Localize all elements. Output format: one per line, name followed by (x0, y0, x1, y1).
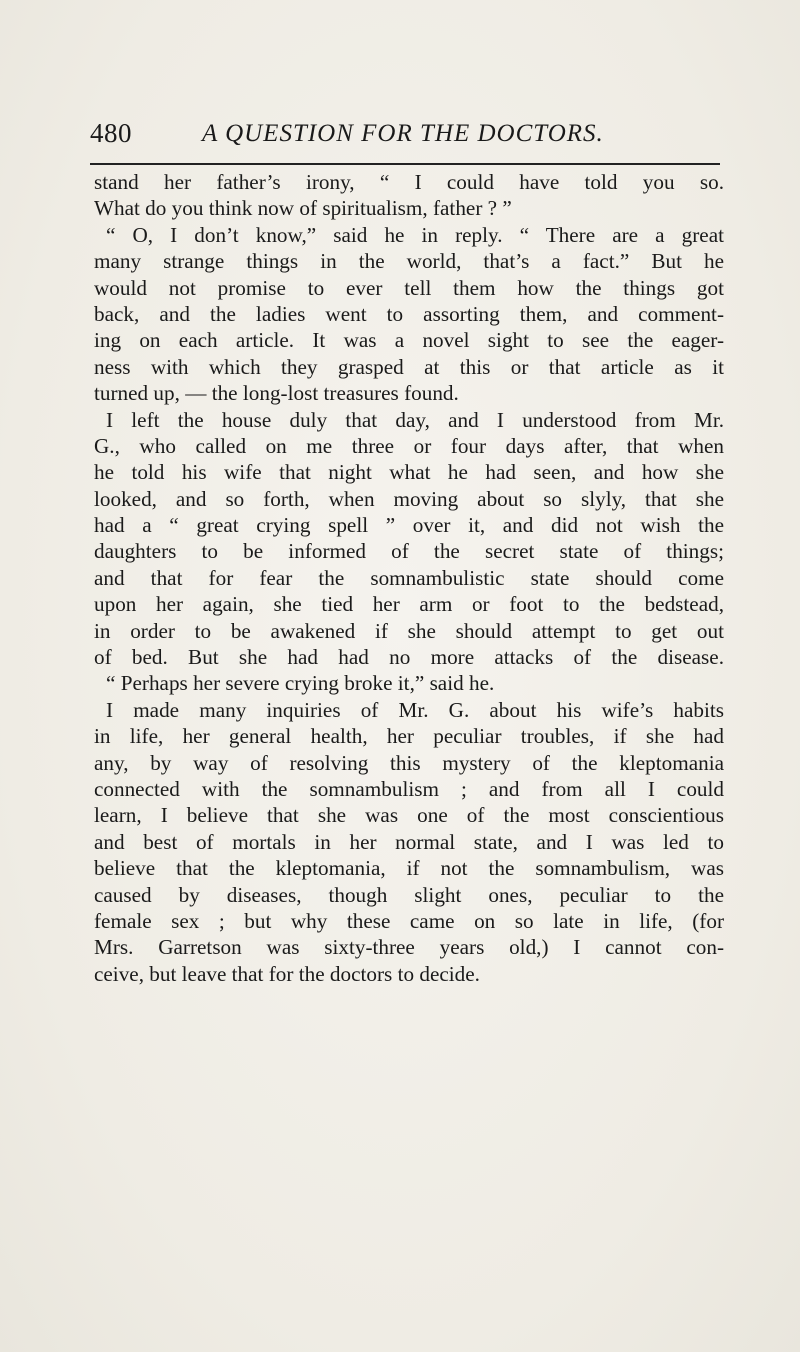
text-line: ness with which they grasped at this or that article as it (94, 354, 724, 379)
text-line: I left the house duly that day, and I understood from Mr. (106, 407, 724, 432)
text-line: and best of mortals in her normal state, and I was led to (94, 829, 724, 854)
text-line: any, by way of resolving this mystery of the kleptomania (94, 750, 724, 775)
text-line: stand her father’s irony, “ I could have told you so. (94, 170, 724, 194)
text-line: in life, her general health, her peculiar troubles, if she had (94, 724, 724, 749)
running-head (90, 112, 720, 152)
text-line: connected with the somnambulism ; and from all I could (94, 776, 724, 801)
text-line: female sex ; but why these came on so late in life, (for (94, 908, 724, 933)
text-line: of bed. But she had had no more attacks of the disease. (94, 645, 724, 670)
text-line: in order to be awakened if she should attempt to get out (94, 618, 724, 643)
text-line: looked, and so forth, when moving about so slyly, that she (94, 486, 724, 511)
text-line: daughters to be informed of the secret state of things; (94, 539, 724, 564)
text-line: back, and the ladies went to assorting them, and comment- (94, 301, 724, 326)
text-line: “ Perhaps her severe crying broke it,” said he. (106, 671, 495, 696)
text-line: “ O, I don’t know,” said he in reply. “ There are a great (106, 222, 724, 247)
text-line: G., who called on me three or four days after, that when (94, 433, 724, 458)
page-number: 480 (90, 118, 132, 148)
body-text (94, 169, 724, 987)
text-line: he told his wife that night what he had seen, and how she (94, 460, 724, 485)
text-line: upon her again, she tied her arm or foot to the bedstead, (94, 592, 724, 617)
text-line: would not promise to ever tell them how the things got (94, 275, 724, 300)
running-title: A QUESTION FOR THE DOCTORS. (202, 120, 604, 147)
text-line: believe that the kleptomania, if not the somnambulism, was (94, 856, 724, 881)
text-line: ceive, but leave that for the doctors to decide. (94, 961, 480, 986)
text-line: learn, I believe that she was one of the most conscientious (94, 803, 724, 828)
text-line: had a “ great crying spell ” over it, and did not wish the (94, 513, 724, 538)
text-line: caused by diseases, though slight ones, peculiar to the (94, 882, 724, 907)
text-line: turned up, — the long-lost treasures found. (94, 381, 459, 406)
text-line: and that for fear the somnambulistic state should come (94, 565, 724, 590)
text-line: What do you think now of spiritualism, father ? ” (94, 196, 512, 221)
header-rule (90, 163, 720, 165)
text-line: I made many inquiries of Mr. G. about his wife’s habits (106, 697, 724, 722)
text-line: ing on each article. It was a novel sight to see the eager- (94, 328, 724, 353)
text-line: Mrs. Garretson was sixty-three years old,) I cannot con- (94, 935, 724, 960)
text-line: many strange things in the world, that’s a fact.” But he (94, 249, 724, 274)
